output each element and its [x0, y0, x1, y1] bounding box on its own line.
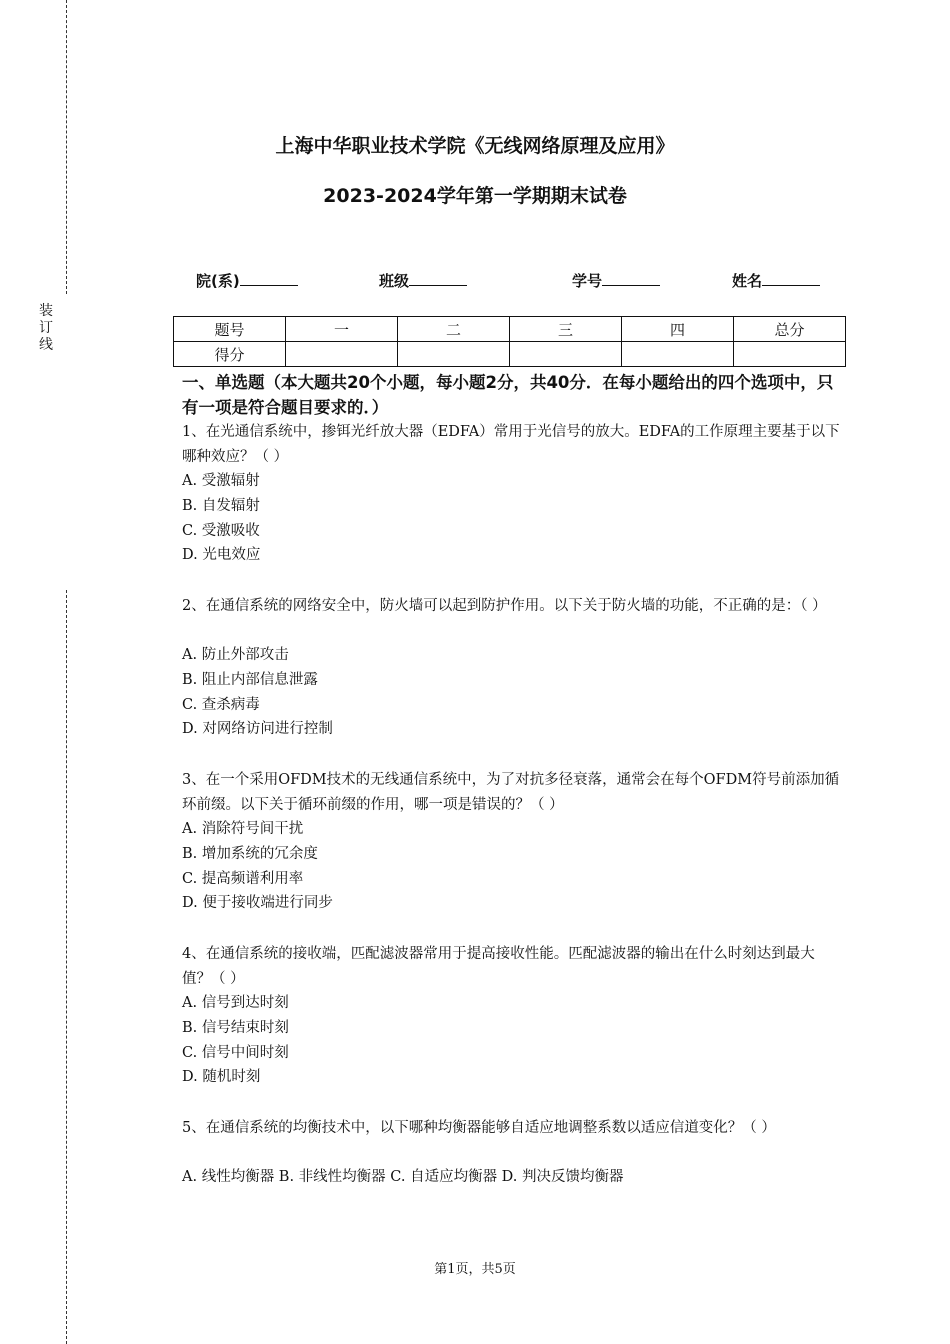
- info-department-blank[interactable]: [240, 271, 298, 286]
- score-cell[interactable]: [398, 342, 510, 367]
- question-1-option-c: C. 受激吸收: [182, 523, 260, 539]
- question-2-text: 2、在通信系统的网络安全中，防火墙可以起到防护作用。以下关于防火墙的功能，不正确的是：（ ）: [182, 598, 827, 614]
- exam-title: 上海中华职业技术学院《无线网络原理及应用》: [275, 135, 675, 157]
- question-5-text: 5、在通信系统的均衡技术中，以下哪种均衡器能够自适应地调整系数以适应信道变化？（ ）: [182, 1120, 776, 1136]
- question-4-text: 4、在通信系统的接收端，匹配滤波器常用于提高接收性能。匹配滤波器的输出在什么时刻达到最大值？（ ）: [182, 946, 815, 987]
- section-heading: 一、单选题（本大题共20个小题，每小题2分，共40分．在每小题给出的四个选项中，只有一项是符合题目要求的．）: [182, 373, 834, 417]
- binding-label: 装订线: [39, 303, 53, 353]
- score-row-label: 得分: [174, 342, 286, 367]
- exam-subtitle: 2023-2024学年第一学期期末试卷: [323, 185, 627, 207]
- question-3-option-a: A. 消除符号间干扰: [182, 821, 304, 837]
- score-cell[interactable]: [286, 342, 398, 367]
- question-4-option-a: A. 信号到达时刻: [182, 995, 289, 1011]
- question-3-option-c: C. 提高频谱利用率: [182, 871, 304, 887]
- question-2-option-d: D. 对网络访问进行控制: [182, 721, 333, 737]
- info-class-blank[interactable]: [409, 271, 467, 286]
- score-header-cell: 二: [398, 317, 510, 342]
- question-2-option-a: A. 防止外部攻击: [182, 647, 289, 663]
- info-student-id: [572, 270, 660, 291]
- question-3-text: 3、在一个采用OFDM技术的无线通信系统中，为了对抗多径衰落，通常会在每个OFDM符号前添加循环前缀。以下关于循环前缀的作用，哪一项是错误的？（ ）: [182, 772, 840, 813]
- score-header-cell: 三: [510, 317, 622, 342]
- info-name: [732, 270, 820, 291]
- question-2-option-b: B. 阻止内部信息泄露: [182, 672, 318, 688]
- question-1-option-a: A. 受激辐射: [182, 473, 260, 489]
- question-3-option-d: D. 便于接收端进行同步: [182, 895, 333, 911]
- question-4-option-c: C. 信号中间时刻: [182, 1045, 289, 1061]
- question-4-option-d: D. 随机时刻: [182, 1069, 261, 1085]
- question-1-option-b: B. 自发辐射: [182, 498, 260, 514]
- info-name-label: 姓名: [732, 272, 763, 290]
- score-header-cell: 题号: [174, 317, 286, 342]
- score-header-cell: 四: [622, 317, 734, 342]
- score-cell[interactable]: [734, 342, 846, 367]
- score-table: [173, 316, 846, 367]
- info-class: [379, 270, 467, 291]
- score-header-cell: 总分: [734, 317, 846, 342]
- score-cell[interactable]: [510, 342, 622, 367]
- score-header-cell: 一: [286, 317, 398, 342]
- question-2-option-c: C. 查杀病毒: [182, 697, 260, 713]
- question-1-text: 1、在光通信系统中，掺铒光纤放大器（EDFA）常用于光信号的放大。EDFA的工作原理主要基于以下哪种效应？（ ）: [182, 424, 840, 465]
- info-department-label: 院(系): [196, 272, 240, 290]
- question-4-option-b: B. 信号结束时刻: [182, 1020, 289, 1036]
- question-1-option-d: D. 光电效应: [182, 547, 261, 563]
- info-department: [196, 270, 298, 291]
- score-table-score-row: [174, 342, 846, 367]
- score-cell[interactable]: [622, 342, 734, 367]
- score-table-header-row: [174, 317, 846, 342]
- info-student-id-label: 学号: [572, 272, 603, 290]
- question-5-options: A. 线性均衡器 B. 非线性均衡器 C. 自适应均衡器 D. 判决反馈均衡器: [182, 1169, 624, 1185]
- page-footer: 第1页，共5页: [434, 1262, 516, 1277]
- info-name-blank[interactable]: [762, 271, 820, 286]
- info-student-id-blank[interactable]: [602, 271, 660, 286]
- question-3-option-b: B. 增加系统的冗余度: [182, 846, 318, 862]
- binding-dashed-line-bottom: [66, 590, 67, 1344]
- info-class-label: 班级: [379, 272, 410, 290]
